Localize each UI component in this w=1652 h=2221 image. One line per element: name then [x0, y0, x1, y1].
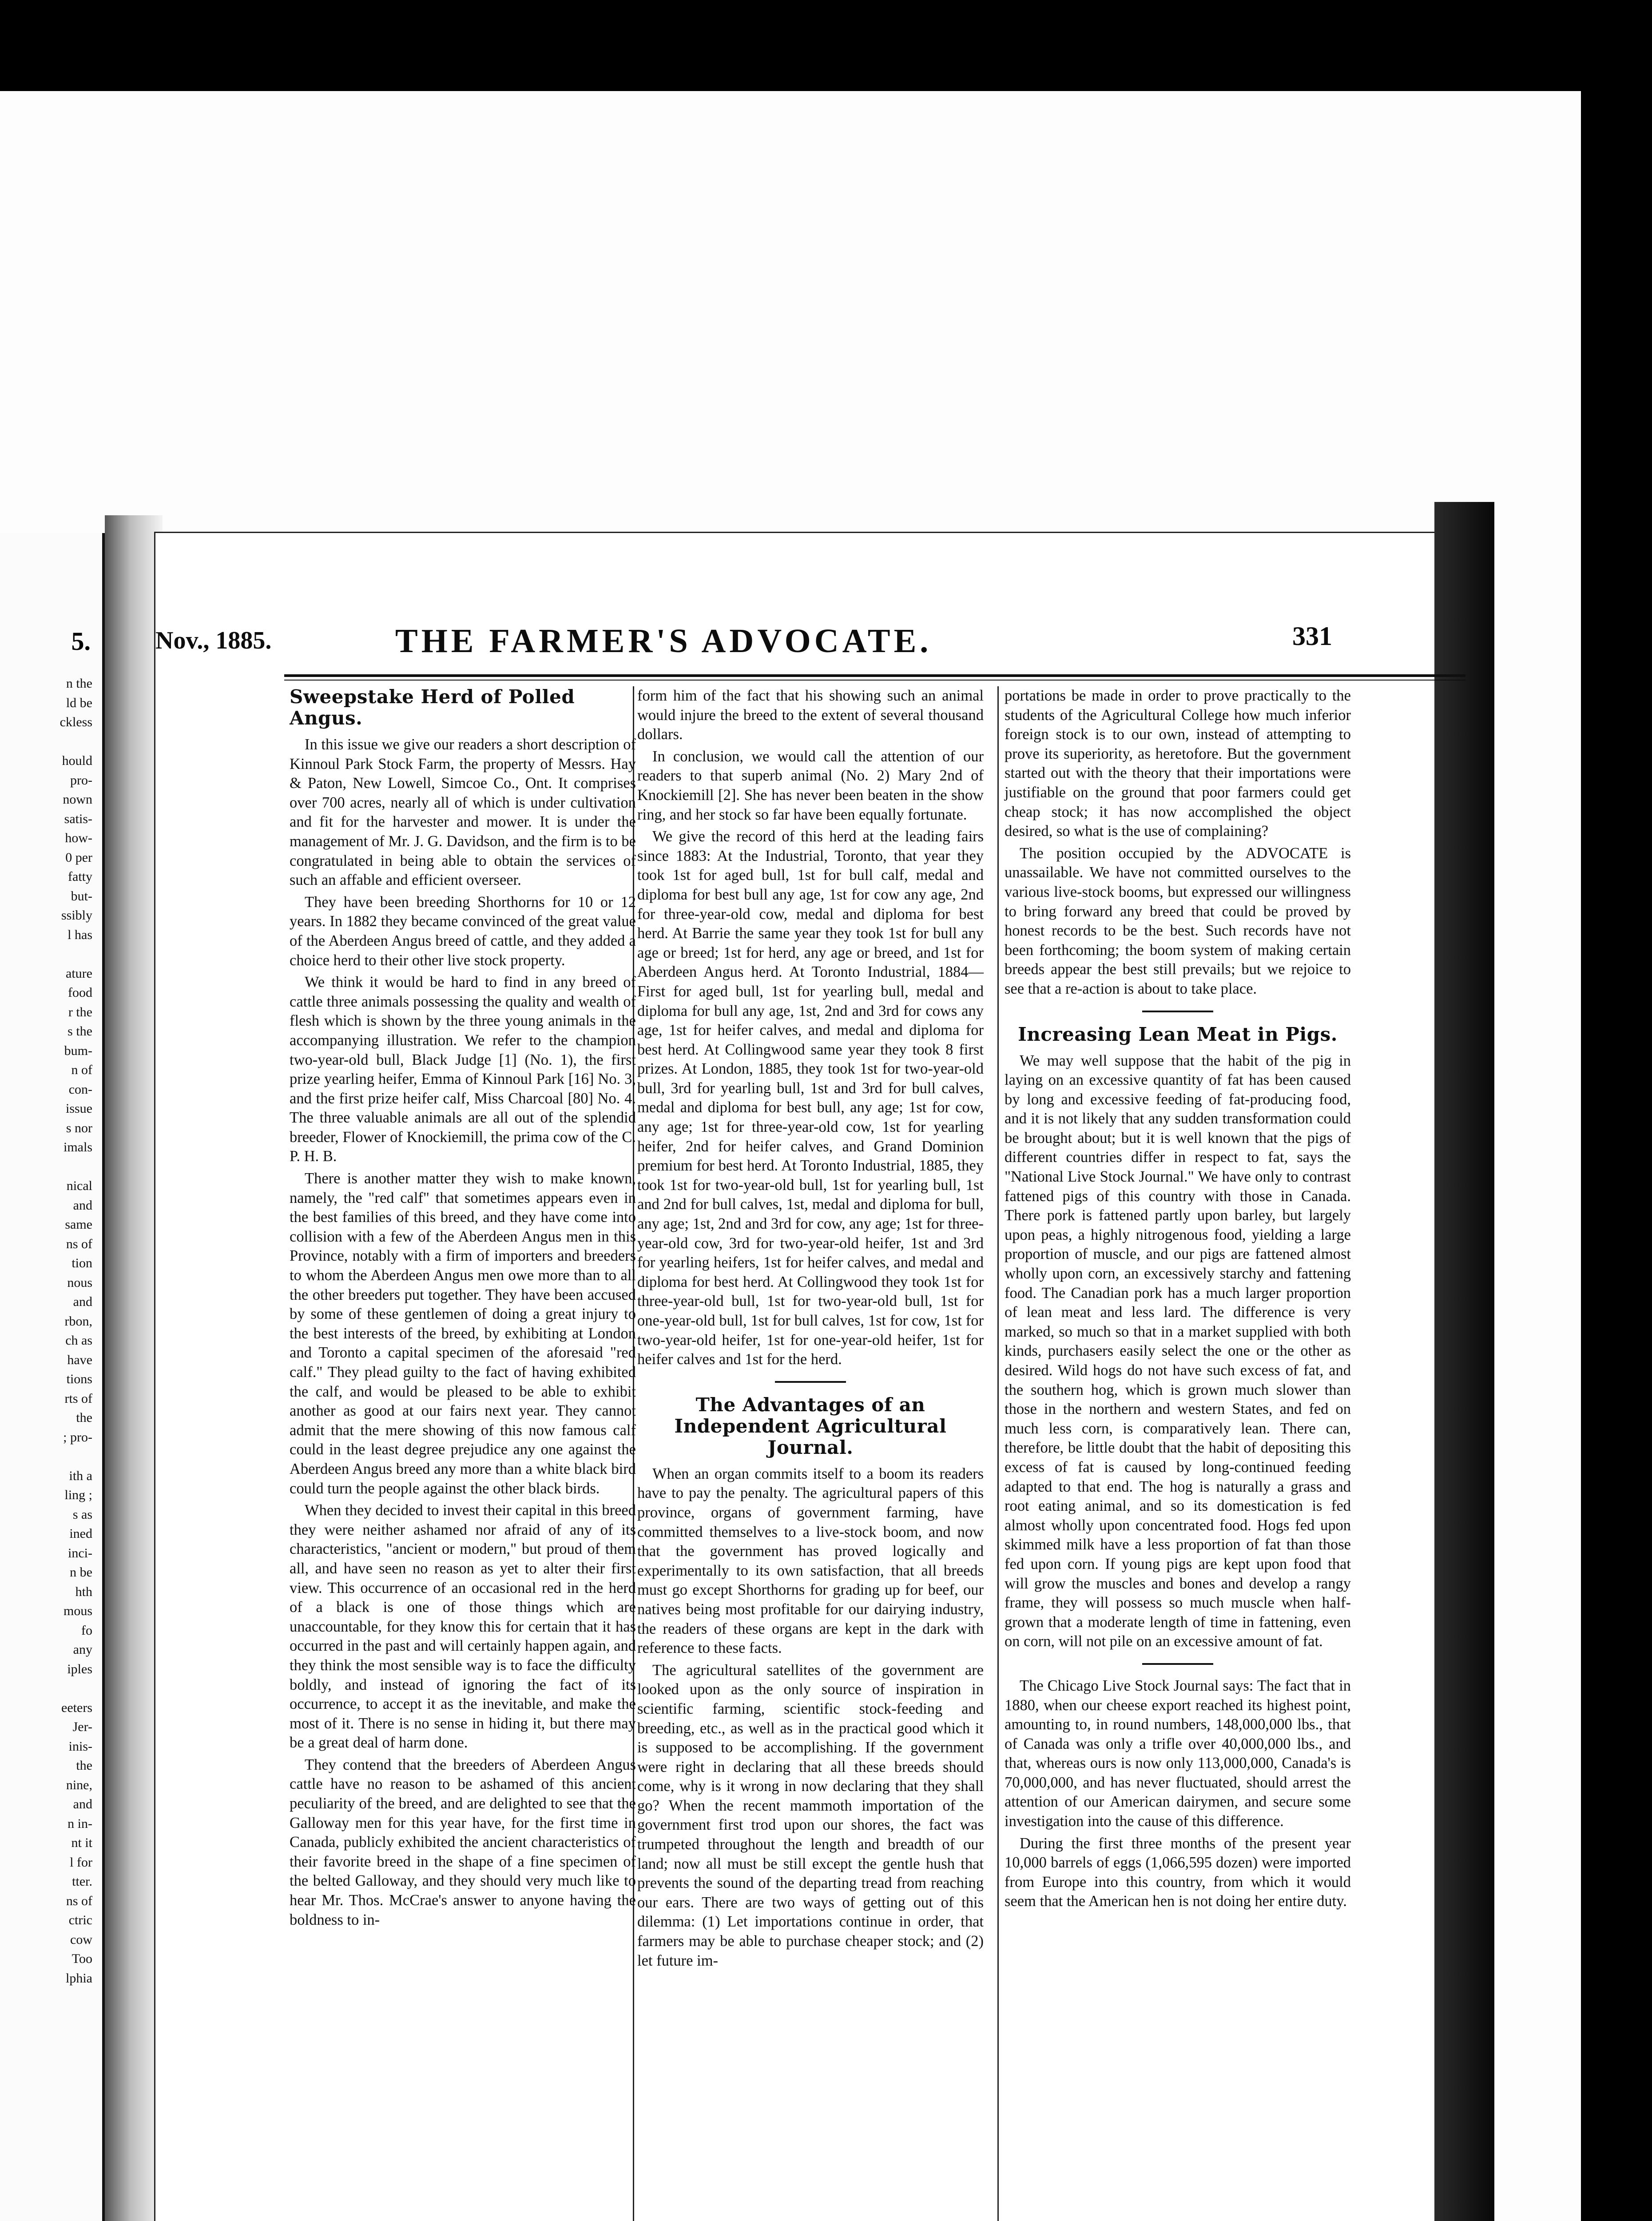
section-rule	[775, 1381, 846, 1383]
adjacent-page-line: eeters	[61, 1700, 92, 1715]
paragraph: form him of the fact that his showing such an animal would injure the breed to the extent of several thousand dollars.	[637, 687, 984, 743]
adjacent-page-line: the	[76, 1758, 92, 1773]
article-body-polled-angus	[290, 735, 636, 1930]
adjacent-page-line: Jer-	[72, 1719, 92, 1734]
adjacent-page-line: ith a	[69, 1468, 92, 1483]
adjacent-page-line	[0, 1447, 102, 1466]
adjacent-page-line: rbon,	[64, 1313, 92, 1329]
adjacent-page-line: nine,	[66, 1777, 92, 1792]
adjacent-page-line: and	[73, 1797, 92, 1811]
paragraph: During the first three months of the present year 10,000 barrels of eggs (1,066,595 dozen) were imported from Europe into this country, from which it would seem that the American hen is not doing her entire duty.	[1005, 1835, 1351, 1910]
paragraph: They contend that the breeders of Aberdeen Angus cattle have no reason to be ashamed of this ancient peculiarity of the breed, and are delighted to see that the Galloway men for this year have, for the first time in Canada, publicly exhibited the ancient characteristics of their favorite breed in the shape of a fine specimen of the belted Galloway, and they should very much like to hear Mr. Thos. McCrae's answer to anyone having the boldness to in-	[290, 1756, 636, 1928]
adjacent-page-line	[0, 944, 102, 964]
adjacent-page-lines	[0, 674, 102, 1988]
adjacent-page-line: hth	[75, 1584, 92, 1599]
column-3	[1005, 686, 1351, 1914]
adjacent-page-line: fo	[81, 1623, 92, 1638]
adjacent-page-line: fatty	[68, 869, 92, 884]
adjacent-page-line: tions	[66, 1372, 92, 1386]
paragraph: When an organ commits itself to a boom its readers have to pay the penalty. The agricultural papers of this province, organs of government farming, have committed themselves to a live-stock boom, and now that the government has proved logically and experimentally to its own satisfaction, that all breeds must go except Shorthorns for grading up for beef, our natives being most profitable for our dairying industry, the readers of these organs are kept in the dark with reference to these facts.	[637, 1465, 984, 1657]
adjacent-page-line: ns of	[66, 1236, 92, 1251]
paragraph: portations be made in order to prove practically to the students of the Agricultural College how much inferior foreign stock is to our own, instead of attempting to prove its superiority, as heretofore. But the government started out with the theory that their importations were justifiable on the ground that poor farmers could get cheap stock; it has now accomplished the object desired, so what is the use of complaining?	[1005, 687, 1351, 840]
adjacent-page-line: ld be	[66, 695, 92, 710]
page-number: 331	[1292, 621, 1332, 651]
adjacent-page-line: nical	[66, 1178, 92, 1193]
header-rule	[284, 674, 1465, 677]
adjacent-page-line: n of	[71, 1063, 92, 1077]
adjacent-page-line: s as	[72, 1507, 92, 1522]
adjacent-page-line: s nor	[66, 1120, 92, 1135]
adjacent-page-line: food	[68, 985, 92, 1000]
article-body-independent-journal	[637, 1465, 984, 1970]
column-divider-2	[997, 686, 999, 2221]
section-rule	[1142, 1011, 1213, 1012]
adjacent-page-line: s the	[68, 1024, 92, 1039]
masthead	[155, 617, 1332, 675]
article-body-polled-angus-cont	[637, 686, 984, 1369]
paragraph: The agricultural satellites of the government are looked upon as the only source of inspiration in scientific farming, scientific stock-feeding and breeding, etc., as well as in the practical good which it is supposed to be accomplishing. If the government were right in declaring that all these breeds should come, why is it wrong in now declaring that they shall go? When the recent mammoth importation of the government first trod upon our shores, the fact was trumpeted throughout the length and breadth of our land; now all must be still except the gentle hush that prevents the sound of the departing tread from reaching our ears. There are two ways of getting out of this dilemma: (1) Let importations continue in order, that farmers may be able to purchase cheaper stock; and (2) let future im-	[637, 1661, 984, 1969]
column-2	[637, 686, 984, 1973]
paragraph: There is another matter they wish to make known, namely, the "red calf" that sometimes appears even in the best families of this breed, and they have come into collision with a few of the Aberdeen Angus men in this Province, notably with a firm of importers and breeders to whom the Aberdeen Angus men owe more than to all the other breeders put together. They have been accused by some of these gentlemen of doing a great injury to the best interests of the breed, by exhibiting at London and Toronto a capital specimen of the aforesaid "red calf." They plead guilty to the fact of having exhibited the calf, and would be pleased to be able to exhibit another as good at our fairs next year. They cannot admit that the mere showing of this now famous calf could in the least degree prejudice any one against the Aberdeen Angus breed any more than a white black bird could turn the people against the other black birds.	[290, 1170, 636, 1497]
adjacent-page-line: inis-	[68, 1739, 92, 1754]
paragraph: The Chicago Live Stock Journal says: The fact that in 1880, when our cheese export reached its highest point, amounting to, in round numbers, 148,000,000 lbs., that of Canada was only a trifle over 40,000,000 lbs., and that, whereas ours is now only 113,000,000, Canada's is 70,000,000, and has never fluctuated, should arrest the attention of our American dairymen, and secure some investigation into the cause of this difference.	[1005, 1677, 1351, 1830]
adjacent-page-line: ling ;	[64, 1488, 92, 1502]
article-body-cheese-eggs	[1005, 1676, 1351, 1911]
adjacent-page-line: tter.	[72, 1874, 92, 1889]
adjacent-page-line: ature	[66, 966, 92, 981]
adjacent-page-line: iples	[67, 1661, 92, 1676]
adjacent-page-line: satis-	[64, 811, 92, 826]
adjacent-page-line: pro-	[70, 772, 92, 788]
adjacent-page-line: hould	[62, 753, 92, 768]
adjacent-page-line: n be	[70, 1565, 92, 1580]
adjacent-page-line: mous	[63, 1604, 92, 1618]
adjacent-page-line: cow	[70, 1932, 92, 1947]
adjacent-page-line	[0, 1679, 102, 1698]
adjacent-page-line	[0, 732, 102, 752]
adjacent-page-line: ckless	[60, 715, 92, 729]
article-body-independent-journal-cont	[1005, 686, 1351, 999]
section-rule	[1142, 1663, 1213, 1665]
article-body-lean-meat-pigs	[1005, 1051, 1351, 1652]
paragraph: We think it would be hard to find in any breed of cattle three animals possessing the quality and wealth of flesh which is shown by the three young animals in the accompanying illustration. We refer to the champion two-year-old bull, Black Judge [1] (No. 1), the first prize yearling heifer, Emma of Kinnoul Park [16] No. 3, and the first prize heifer calf, Miss Charcoal [80] No. 4. The three valuable animals are all out of the splendid breeder, Flower of Knockiemill, the prima cow of the C. P. H. B.	[290, 974, 636, 1165]
adjacent-page-line: n in-	[68, 1816, 92, 1831]
paragraph: They have been breeding Shorthorns for 10 or 12 years. In 1882 they became convinced of the great value of the Aberdeen Angus breed of cattle, and they added a choice herd to their other live stock property.	[290, 893, 636, 969]
paragraph: The position occupied by the ADVOCATE is unassailable. We have not committed ourselves to the various live-stock booms, but expressed our willingness to bring forward any breed that could be proved by honest records to be the best. Such records have not been forthcoming; the boom system of making certain breeds appear the best still prevails; but we rejoice to see that a re-action is about to take place.	[1005, 844, 1351, 997]
adjacent-page-line: lphia	[66, 1970, 92, 1986]
adjacent-page-fragment	[0, 533, 105, 2221]
paragraph: When they decided to invest their capital in this breed they were neither ashamed nor afraid of any of its characteristics, "ancient or modern," but proud of them all, and have seen no reason as yet to alter their first view. This occurrence of an occasional red in the herd of a black is one of those things which are unaccountable, for they know this for certain that it has occurred in the past and will certainly happen again, and they think the most sensible way is to face the difficulty boldly, and instead of ignoring the fact of its occurrence, to accept it as the inevitable, and make the most of it. There is no sense in hiding it, but there may be a great deal of harm done.	[290, 1502, 636, 1751]
adjacent-page-line: and	[73, 1198, 92, 1213]
adjacent-page-line: 0 per	[65, 850, 92, 865]
adjacent-page-line: ssibly	[61, 908, 92, 923]
adjacent-page-line: tion	[71, 1256, 92, 1270]
adjacent-page-line: inci-	[68, 1545, 92, 1560]
paragraph: We give the record of this herd at the leading fairs since 1883: At the Industrial, Toronto, that year they took 1st for aged bull, 1st for bull calf, medal and diploma for best bull any age, 1st for cow any age, 2nd for three-year-old cow, medal and diploma for best herd. At Barrie the same year they took 1st for bull any age or breed; 1st for herd, any age or breed, and 1st for Aberdeen Angus herd. At Toronto Industrial, 1884—First for aged bull, 1st for yearling bull, medal and diploma for bull any age, 1st, 2nd and 3rd for cows any age, 1st for heifer calves, and medal and diploma for best herd. At Collingwood same year they took 8 first prizes. At London, 1885, they took 1st for two-year-old bull, 3rd for yearling bull, 1st and 3rd for bull calves, medal and diploma for best bull, any age; 1st for cow, any age; 1st for three-year-old cow, 1st for yearling heifer, 2nd for heifer calves, and Grand Dominion premium for best herd. At Toronto Industrial, 1885, they took 1st for two-year-old bull, 1st for yearling bull, 1st and 2nd for bull calves, 1st, medal and diploma for bull, any age; 1st, 2nd and 3rd for cow, any age; 1st for three-year-old cow, 3rd for two-year-old heifer, 1st and 3rd for yearling heifers, 1st for heifer calves, and medal and diploma for best herd. At Collingwood they took 1st for three-year-old bull, 1st for two-year-old bull, 1st for one-year-old bull, 1st for bull calves, 1st for cow, 1st for two-year-old heifer, 1st for one-year-old heifer, 1st for heifer calves and 1st for the herd.	[637, 828, 984, 1368]
adjacent-page-line	[0, 1157, 102, 1177]
header-rule-thin	[284, 680, 1465, 681]
book-edge	[1434, 502, 1494, 2221]
adjacent-page-line: have	[67, 1352, 92, 1367]
adjacent-page-line: ; pro-	[63, 1429, 92, 1445]
article-heading-independent-journal: The Advantages of an Independent Agricultural Journal.	[674, 1393, 947, 1458]
adjacent-page-line: same	[65, 1217, 92, 1232]
article-heading-lean-meat-pigs: Increasing Lean Meat in Pigs.	[1018, 1023, 1338, 1045]
adjacent-page-line: but-	[71, 888, 92, 904]
adjacent-page-year: 5.	[71, 627, 91, 656]
adjacent-page-line: ns of	[66, 1893, 92, 1908]
adjacent-page-line: and	[73, 1294, 92, 1309]
adjacent-page-line: Too	[71, 1951, 92, 1966]
adjacent-page-line: the	[76, 1410, 92, 1425]
adjacent-page-line: any	[73, 1642, 92, 1657]
gutter-shadow	[105, 515, 163, 2221]
adjacent-page-line: l has	[68, 927, 92, 942]
issue-date: Nov., 1885.	[155, 627, 272, 654]
adjacent-page-line: nown	[63, 792, 92, 807]
adjacent-page-line: nt it	[71, 1835, 92, 1850]
paragraph: In conclusion, we would call the attention of our readers to that superb animal (No. 2) Mary 2nd of Knockiemill [2]. She has never been beaten in the show ring, and her stock so far have been equally fortunate.	[637, 748, 984, 823]
article-heading-polled-angus: Sweepstake Herd of Polled Angus.	[290, 686, 575, 729]
adjacent-page-line: issue	[66, 1101, 92, 1116]
adjacent-page-line: n the	[66, 676, 92, 691]
adjacent-page-line: imals	[64, 1140, 92, 1154]
adjacent-page-line: ctric	[68, 1913, 92, 1927]
adjacent-page-line: r the	[68, 1004, 92, 1019]
adjacent-page-line: how-	[65, 831, 92, 845]
adjacent-page-line: bum-	[64, 1043, 92, 1058]
adjacent-page-line: con-	[68, 1082, 92, 1097]
adjacent-page-line: ch as	[65, 1333, 92, 1348]
adjacent-page-line: ined	[69, 1526, 92, 1541]
column-1	[290, 686, 636, 1932]
adjacent-page-line: rts of	[64, 1391, 92, 1406]
paragraph: In this issue we give our readers a short description of Kinnoul Park Stock Farm, the property of Messrs. Hay & Paton, New Lowell, Simcoe Co., Ont. It comprises over 700 acres, nearly all of which is under cultivation and fit for the harvester and mower. It is under the management of Mr. J. G. Davidson, and the firm is to be congratulated in being able to obtain the services of such an affable and efficient overseer.	[290, 736, 636, 889]
paragraph: We may well suppose that the habit of the pig in laying on an excessive quantity of fat has been caused by long and excessive feeding of fat-producing food, and it is not likely that any sudden transformation could be brought about; but it is well known that the pigs of different countries differ in respect to fat, says the "National Live Stock Journal." We have only to contrast fattened pigs of this country with those in Canada. There pork is fattened partly upon barley, but largely upon peas, a highly nitrogenous food, yielding a large proportion of muscle, and our pigs are fattened almost wholly upon corn, an excessively starchy and fattening food. The Canadian pork has a much larger proportion of lean meat and less lard. The difference is very marked, so much so that in a market supplied with both kinds, purchasers easily select the one or the other as desired. Wild hogs do not have such excess of fat, and the southern hog, which is grown much slower than those in the northern and western States, and fed on much less corn, is comparatively lean. There can, therefore, be little doubt that the habit of depositing this excess of fat is caused by long-continued feeding adapted to that end. The hog is naturally a grass and root eating animal, and so its domestication is fed almost wholly upon concentrated food. Hogs fed upon skimmed milk have a less proportion of fat than those fed upon corn. If young pigs are kept upon food that will grow the muscles and bones and develop a rangy frame, they will possess so much muscle when half-grown that a moderate length of time in fattening, even on corn, will not pile on an excessive amount of fat.	[1005, 1052, 1351, 1650]
newspaper-title: THE FARMER'S ADVOCATE.	[395, 622, 932, 660]
adjacent-page-line: nous	[67, 1275, 92, 1290]
adjacent-page-line: l for	[70, 1855, 92, 1870]
